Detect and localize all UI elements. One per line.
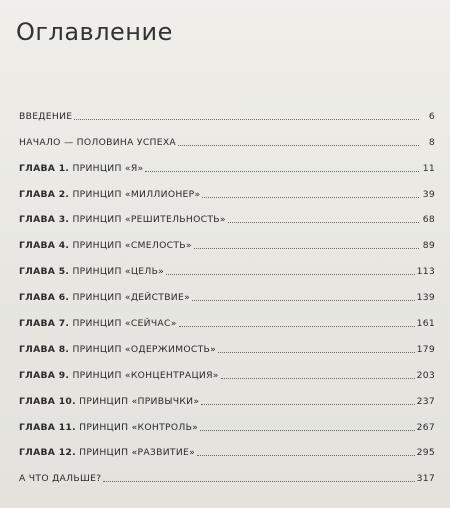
toc-chapter-prefix: ГЛАВА 4. [19,240,70,252]
toc-page-number: 113 [416,266,435,278]
toc-entry-title: ПРИНЦИП «ЦЕЛЬ» [72,266,165,278]
toc-entry-label [19,447,195,458]
toc-page-number: 161 [416,318,435,330]
toc-entry [19,122,435,148]
toc-page-number: 295 [416,447,435,459]
toc-page-number: 39 [422,188,435,200]
toc-entry [19,329,435,355]
toc-entry [19,458,435,484]
toc-entry [19,200,435,226]
toc-entry-label [19,396,199,407]
toc-entry-title: ПРИНЦИП «МИЛЛИОНЕР» [72,188,201,200]
table-of-contents [19,96,435,484]
toc-entry-title: А ЧТО ДАЛЬШЕ? [19,473,102,485]
toc-page-number: 11 [422,162,435,174]
dot-leader [179,326,415,327]
toc-chapter-prefix: ГЛАВА 2. [19,188,70,200]
dot-leader [178,145,419,146]
toc-entry-label [19,370,219,381]
toc-entry [19,381,435,407]
toc-entry-title: ПРИНЦИП «ОДЕРЖИМОСТЬ» [72,343,217,355]
dot-leader [103,481,414,482]
dot-leader [74,119,419,120]
toc-page-number: 267 [416,421,435,433]
page-title: Оглавление [16,18,173,47]
dot-leader [221,378,415,379]
toc-page-number: 68 [422,214,435,226]
toc-entry-title: ПРИНЦИП «РЕШИТЕЛЬНОСТЬ» [72,214,226,226]
toc-entry-label [19,111,72,122]
toc-entry-label [19,422,198,433]
toc-chapter-prefix: ГЛАВА 12. [19,447,76,459]
toc-entry [19,96,435,122]
toc-page-number: 237 [416,395,435,407]
toc-page-number: 179 [416,343,435,355]
toc-chapter-prefix: ГЛАВА 3. [19,214,70,226]
toc-entry [19,355,435,381]
toc-entry-title: ВВЕДЕНИЕ [19,110,73,122]
toc-chapter-prefix: ГЛАВА 9. [19,369,70,381]
toc-entry-title: ПРИНЦИП «КОНЦЕНТРАЦИЯ» [72,369,219,381]
toc-chapter-prefix: ГЛАВА 11. [19,421,76,433]
toc-entry-label [19,266,164,277]
toc-entry-label [19,163,143,174]
toc-page-number: 89 [422,240,435,252]
toc-entry-title: ПРИНЦИП «РАЗВИТИЕ» [79,447,196,459]
toc-page-number: 6 [428,110,435,122]
dot-leader [202,197,419,198]
dot-leader [200,430,414,431]
dot-leader [218,352,415,353]
toc-entry-label [19,189,200,200]
toc-chapter-prefix: ГЛАВА 1. [19,162,70,174]
toc-entry-label [19,473,101,484]
toc-chapter-prefix: ГЛАВА 7. [19,318,70,330]
toc-entry-title: ПРИНЦИП «ПРИВЫЧКИ» [79,395,200,407]
toc-entry [19,433,435,459]
toc-page-number: 8 [428,136,435,148]
toc-entry-title: ПРИНЦИП «Я» [72,162,144,174]
toc-entry-title: ПРИНЦИП «СЕЙЧАС» [72,318,177,330]
toc-entry-label [19,344,216,355]
toc-entry-label [19,240,192,251]
toc-page-number: 317 [416,473,435,485]
toc-entry [19,277,435,303]
toc-chapter-prefix: ГЛАВА 5. [19,266,70,278]
toc-entry-label [19,137,176,148]
toc-entry [19,174,435,200]
toc-entry-title: ПРИНЦИП «КОНТРОЛЬ» [79,421,199,433]
toc-entry-label [19,318,177,329]
dot-leader [197,455,415,456]
toc-entry [19,303,435,329]
toc-entry-title: НАЧАЛО — ПОЛОВИНА УСПЕХА [19,136,177,148]
toc-entry [19,251,435,277]
toc-entry-title: ПРИНЦИП «ДЕЙСТВИЕ» [72,292,191,304]
toc-entry [19,148,435,174]
toc-entry-label [19,214,226,225]
dot-leader [145,171,419,172]
toc-page-number: 203 [416,369,435,381]
toc-entry [19,225,435,251]
toc-entry [19,407,435,433]
dot-leader [201,404,414,405]
toc-entry-label [19,292,190,303]
dot-leader [192,300,415,301]
toc-chapter-prefix: ГЛАВА 6. [19,292,70,304]
dot-leader [194,248,419,249]
toc-page-number: 139 [416,292,435,304]
toc-chapter-prefix: ГЛАВА 10. [19,395,76,407]
toc-entry-title: ПРИНЦИП «СМЕЛОСТЬ» [72,240,192,252]
toc-chapter-prefix: ГЛАВА 8. [19,343,70,355]
dot-leader [166,274,414,275]
dot-leader [228,222,419,223]
